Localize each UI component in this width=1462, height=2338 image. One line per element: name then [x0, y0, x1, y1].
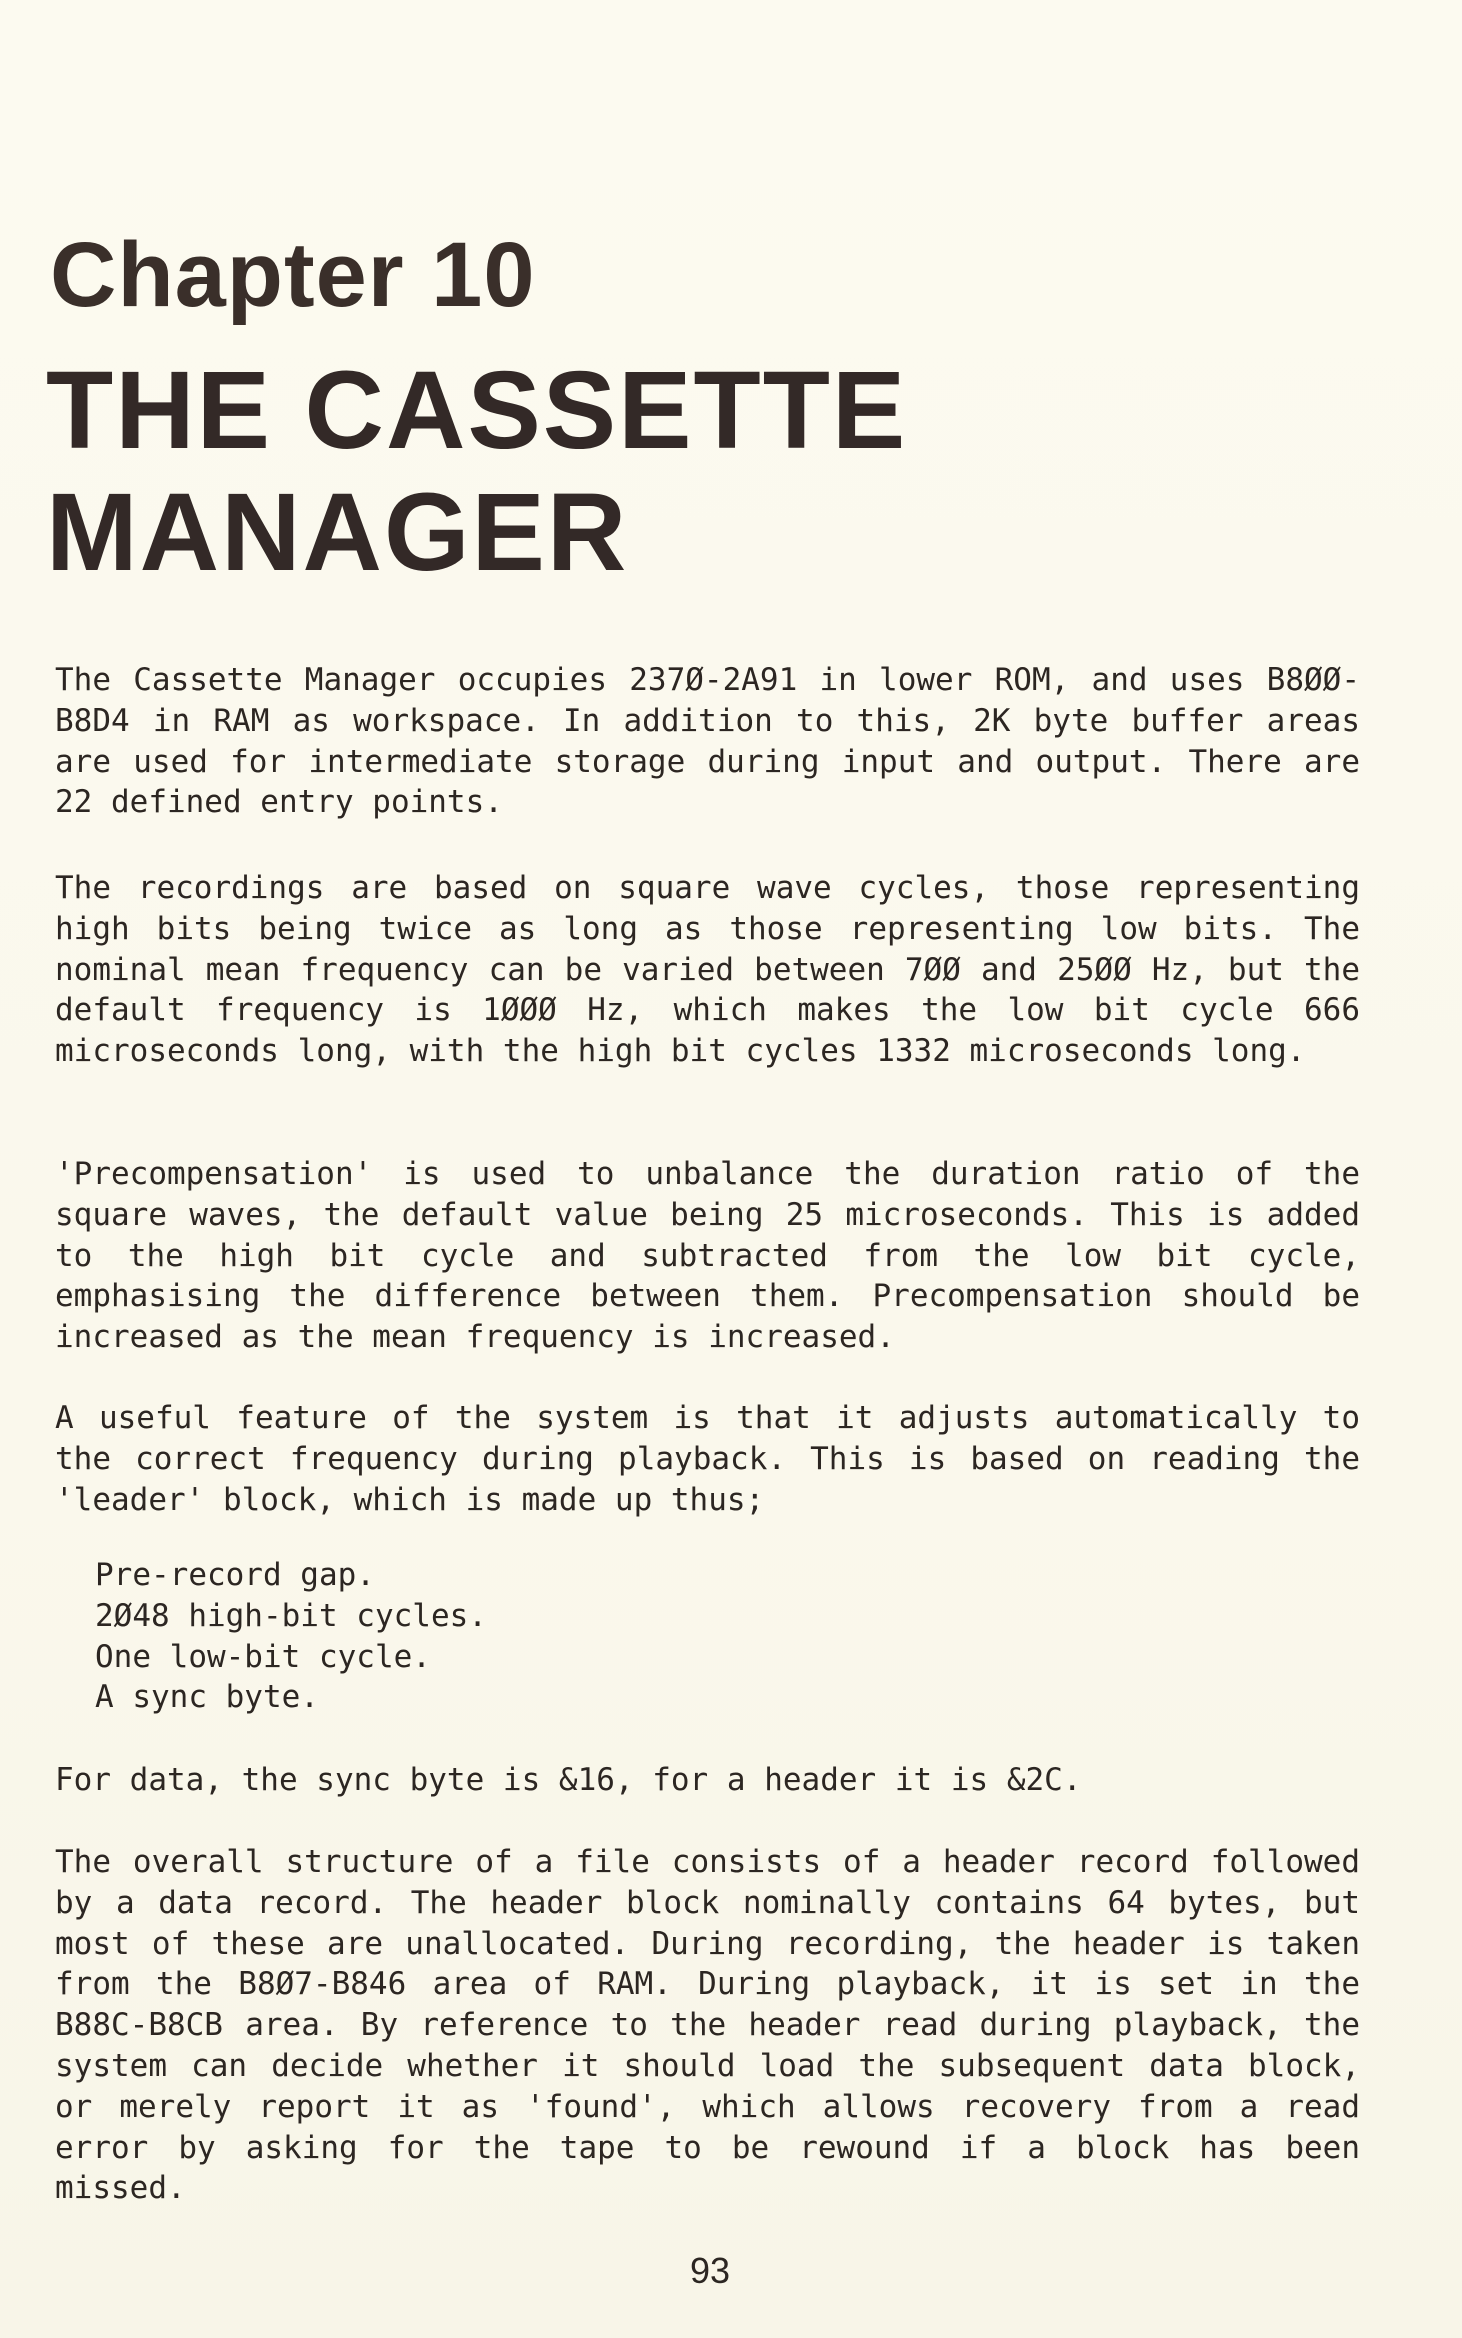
list-item: 2Ø48 high-bit cycles.	[95, 1597, 487, 1634]
paragraph-useful-feature: A useful feature of the system is that it adjusts automatically to the correct frequency during playback. This is based on reading the 'leader' block, which is made up thus;	[55, 1400, 1360, 1518]
chapter-title: THE CASSETTE MANAGER	[46, 349, 908, 594]
chapter-heading: Chapter 10	[50, 224, 536, 326]
paragraph-precompensation: 'Precompensation' is used to unbalance the duration ratio of the square waves, the default value being 25 microseconds. This is added to the high bit cycle and subtracted from the low bit cycle, emphasising the difference between them. Precompensation should be increased as the mean frequency is increased.	[55, 1156, 1360, 1356]
paragraph-sync-byte: For data, the sync byte is &16, for a header it is &2C.	[55, 1762, 1082, 1798]
paragraph-recordings: The recordings are based on square wave cycles, those representing high bits being twice as long as those representing low bits. The nominal mean frequency can be varied between 7ØØ and 25ØØ Hz, but the default frequency is 1ØØØ Hz, which makes the low bit cycle 666 microseconds long, with the high bit cycles 1332 microseconds long.	[55, 870, 1360, 1070]
list-item: A sync byte.	[95, 1679, 319, 1716]
list-item: One low-bit cycle.	[95, 1638, 431, 1675]
page-number: 93	[689, 2250, 731, 2291]
paragraph-file-structure: The overall structure of a file consists of a header record followed by a data record. The header block nominally contains 64 bytes, but most of these are unallocated. During recording, the header is taken from the B8Ø7-B846 area of RAM. During playback, it is set in the B88C-B8CB area. By reference to the header read during playback, the system can decide whether it should load the subsequent data block, or merely report it as 'found', which allows recovery from a read error by asking for the tape to be rewound if a block has been missed.	[55, 1844, 1360, 2207]
list-item: Pre-record gap.	[95, 1557, 375, 1593]
leader-block-list	[95, 1555, 487, 1718]
paragraph-intro: The Cassette Manager occupies 237Ø-2A91 in lower ROM, and uses B8ØØ-B8D4 in RAM as workspace. In addition to this, 2K byte buffer areas are used for intermediate storage during input and output. There are 22 defined entry points.	[55, 662, 1360, 821]
